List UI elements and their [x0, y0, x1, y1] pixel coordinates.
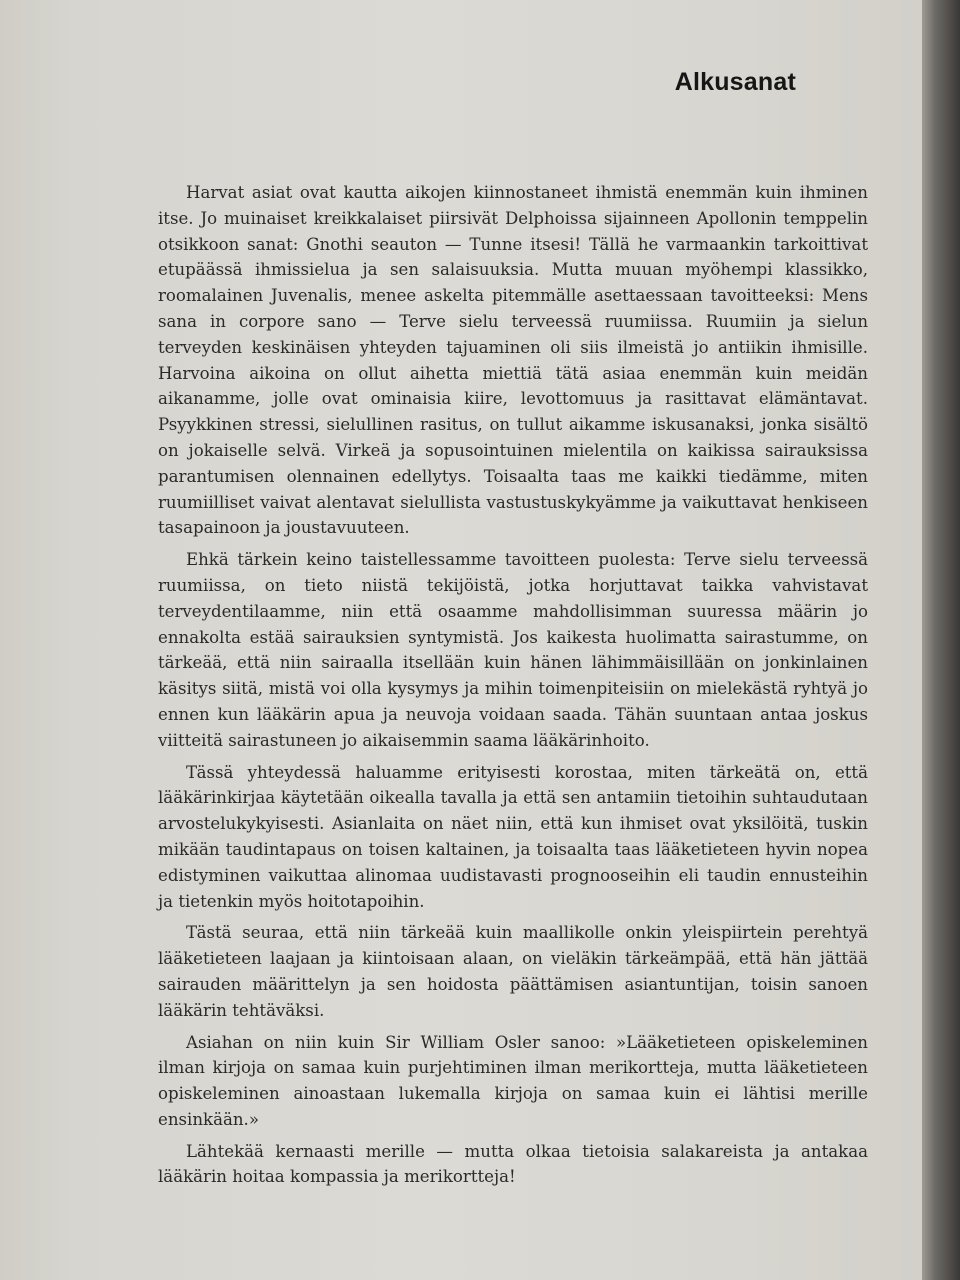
- paragraph-3: Tässä yhteydessä haluamme erityisesti korostaa, miten tärkeätä on, että lääkärinkirjaa käytetään oikealla tavalla ja että sen antamiin tietoihin suhtaudutaan arvostelukykyisesti. Asianlaita on näet niin, että kun ihmiset ovat yksilöitä, tuskin mikään taudintapaus on toisen kaltainen, ja toisaalta taas lääketieteen hyvin nopea edistyminen vaikuttaa alinomaa uudistavasti prognooseihin eli taudin ennusteihin ja tietenkin myös hoitotapoihin.: [158, 762, 868, 911]
- paragraph-1: Harvat asiat ovat kautta aikojen kiinnostaneet ihmistä enemmän kuin ihminen itse. Jo muinaiset kreikkalaiset piirsivät Delphoissa sijainneen Apollonin temppelin otsikkoon sanat: Gnothi seauton — Tunne itsesi! Tällä he varmaankin tarkoittivat etupäässä ihmissielua ja sen salaisuuksia. Mutta muuan myöhempi klassikko, roomalainen Juvenalis, menee askelta pitemmälle asettaessaan tavoitteeksi: Mens sana in corpore sano — Terve sielu terveessä ruumiissa. Ruumiin ja sielun terveyden keskinäisen yhteyden tajuaminen oli siis ilmeistä jo antiikin ihmisille. Harvoina aikoina on ollut aihetta miettiä tätä asiaa enemmän kuin meidän aikanamme, jolle ovat ominaisia kiire, levottomuus ja rasittavat elämäntavat. Psyykkinen stressi, sielullinen rasitus, on tullut aikamme iskusanaksi, jonka sisältö on jokaiselle selvä. Virkeä ja sopusointuinen mielentila on kaikissa sairauksissa parantumisen olennainen edellytys. Toisaalta taas me kaikki tiedämme, miten ruumiilliset vaivat alentavat sielullista vastustuskykyämme ja vaikuttavat henkiseen tasapainoon ja joustavuuteen.: [158, 183, 868, 538]
- paragraph-2: Ehkä tärkein keino taistellessamme tavoitteen puolesta: Terve sielu terveessä ruumiissa, on tieto niistä tekijöistä, jotka horjuttavat taikka vahvistavat terveydentilaamme, niin että osaamme mahdollisimman suuressa määrin jo ennakolta estää sairauksien syntymistä. Jos kaikesta huolimatta sairastumme, on tärkeää, että niin sairaalla itsellään kuin hänen lähimmäisillään on jonkinlainen käsitys siitä, mistä voi olla kysymys ja mihin toimenpiteisiin on mielekästä ryhtyä jo ennen kun lääkärin apua ja neuvoja voidaan saada. Tähän suuntaan antaa joskus viitteitä sairastuneen jo aikaisemmin saama lääkärinhoito.: [158, 550, 868, 750]
- page-edge-shadow: [922, 0, 960, 1280]
- preface-text: [158, 180, 868, 1196]
- paragraph-4: Tästä seuraa, että niin tärkeää kuin maallikolle onkin yleispiirtein perehtyä lääketieteen laajaan ja kiintoisaan alaan, on vieläkin tärkeämpää, että hän jättää sairauden määrittelyn ja sen hoidosta päättämisen asiantuntijan, toisin sanoen lääkärin tehtäväksi.: [158, 923, 868, 1020]
- paragraph-5: Asiahan on niin kuin Sir William Osler sanoo: »Lääketieteen opiskeleminen ilman kirjoja on samaa kuin purjehtiminen ilman merikortteja, mutta lääketieteen opiskeleminen ainoastaan lukemalla kirjoja on samaa kuin ei lähtisi merille ensinkään.»: [158, 1032, 868, 1129]
- page-heading: Alkusanat: [674, 68, 796, 96]
- paragraph-6: Lähtekää kernaasti merille — mutta olkaa tietoisia salakareista ja antakaa lääkärin hoitaa kompassia ja merikortteja!: [158, 1141, 868, 1187]
